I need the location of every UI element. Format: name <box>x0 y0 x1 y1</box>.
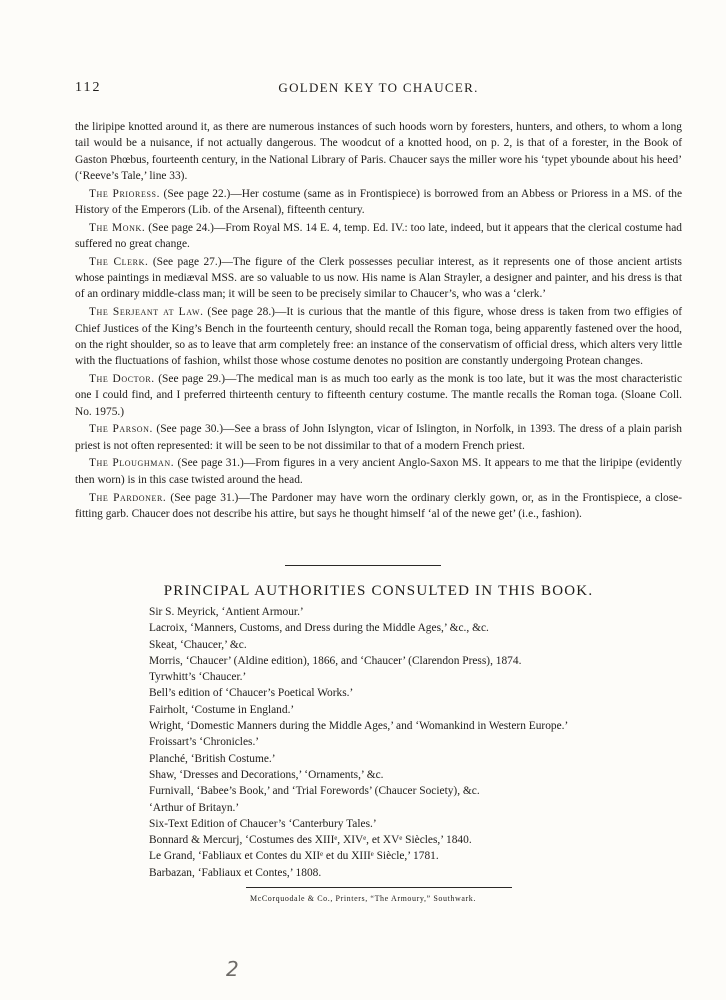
list-item: Tyrwhitt’s ‘Chaucer.’ <box>149 671 247 684</box>
paragraph-ploughman <box>75 455 682 488</box>
paragraph-text: (See page 24.)—From Royal MS. 14 E. 4, temp. Ed. IV.: too late, indeed, but it appears that the clerical costume had suffered no great change. <box>75 221 682 251</box>
list-item: Skeat, ‘Chaucer,’ &c. <box>149 638 247 651</box>
list-item: Barbazan, ‘Fabliaux et Contes,’ 1808. <box>149 866 322 879</box>
paragraph-pardoner <box>75 490 682 523</box>
paragraph-label: The Serjeant at Law. <box>89 306 204 319</box>
list-item: Wright, ‘Domestic Manners during the Middle Ages,’ and ‘Womankind in Western Europe.’ <box>149 720 569 733</box>
handwritten-mark: 2 <box>226 957 239 981</box>
paragraph-serjeant <box>75 304 682 369</box>
list-item: ‘Arthur of Britayn.’ <box>149 801 240 814</box>
section-divider <box>285 565 441 566</box>
list-item: Sir S. Meyrick, ‘Antient Armour.’ <box>149 606 304 618</box>
page-header <box>75 80 682 100</box>
list-item: Froissart’s ‘Chronicles.’ <box>149 736 260 749</box>
paragraph-monk <box>75 220 682 253</box>
authorities-heading: PRINCIPAL AUTHORITIES CONSULTED IN THIS BOOK. <box>163 583 594 599</box>
page-number: 112 <box>75 80 102 95</box>
list-item: Le Grand, ‘Fabliaux et Contes du XIIᵉ et du XIIIᵉ Siècle,’ 1781. <box>149 850 439 863</box>
paragraph-text: (See page 28.)—It is curious that the mantle of this figure, whose dress is taken from two effigies of Chief Justices of the King’s Bench in the fourteenth century, should recall the Roman toga, being apparently fastened over the hood, on the right shoulder, so as to leave that arm completely free: an instance of the conservatism of official dress, which alters very little with the fluctuations of fashion, whilst those whose costume denotes no position are constantly undergoing Protean changes. <box>75 306 682 368</box>
paragraph-text: (See page 22.)—Her costume (same as in Frontispiece) is borrowed from an Abbess or Prioress in a MS. of the History of the Emperors (Lib. of the Arsenal), fifteenth century. <box>75 187 683 216</box>
list-item: Lacroix, ‘Manners, Customs, and Dress during the Middle Ages,’ &c., &c. <box>149 622 489 635</box>
paragraph-text: (See page 31.)—From figures in a very ancient Anglo-Saxon MS. It appears to me that the liripipe (evidently then worn) is in this case twisted around the head. <box>75 457 683 486</box>
list-item: Bonnard & Mercurj, ‘Costumes des XIIIᵉ, XIVᵉ, et XVᵉ Siècles,’ 1840. <box>149 834 472 847</box>
list-item: Six-Text Edition of Chaucer’s ‘Canterbury Tales.’ <box>149 817 377 830</box>
paragraph-text: (See page 27.)—The figure of the Clerk possesses peculiar interest, as it represents one of those ancient artists whose paintings in mediæval MSS. are so valuable to us now. His name is Alan Strayler, a designer and painter, and his dress is that of an ordinary middle-class man; it will be seen to be precisely similar to Chaucer’s, who was a ‘clerk.’ <box>75 255 682 301</box>
list-item: Planché, ‘British Costume.’ <box>149 752 276 765</box>
authorities-list <box>149 604 689 881</box>
paragraph-doctor <box>75 371 682 420</box>
list-item: Bell’s edition of ‘Chaucer’s Poetical Works.’ <box>149 687 354 700</box>
costume-notes <box>75 119 682 522</box>
footer-divider <box>246 887 512 888</box>
paragraph-parson <box>75 421 682 454</box>
paragraph-label: The Monk. <box>89 221 146 234</box>
paragraph-text: (See page 31.)—The Pardoner may have worn the ordinary clerkly gown, or, as in the Frontispiece, a close-fitting garb. Chaucer does not describe his attire, but says he thought himself ‘al of the newe get’ (i.e., fashion). <box>75 491 682 520</box>
paragraph-label: The Parson. <box>89 423 153 436</box>
paragraph-text: the liripipe knotted around it, as there are numerous instances of such hoods worn by foresters, hunters, and others, to whom a long tail would be a nuisance, if not actually dangerous. The woodcut of a knotted hood, on p. 2, is that of a forester, in the Book of Gaston Phœbus, fourteenth century, in the National Library of Paris. Chaucer says the miller wore his ‘typet ybounde about his heed’ (‘Reeve’s Tale,’ line 33). <box>75 121 682 182</box>
list-item: Shaw, ‘Dresses and Decorations,’ ‘Ornaments,’ &c. <box>149 768 384 781</box>
list-item: Furnivall, ‘Babee’s Book,’ and ‘Trial Forewords’ (Chaucer Society), &c. <box>149 785 480 798</box>
printer-imprint: McCorquodale & Co., Printers, “The Armoury,” Southwark. <box>249 894 476 903</box>
paragraph-text: (See page 30.)—See a brass of John Islyngton, vicar of Islington, in Norfolk, in 1393. The dress of a plain parish priest is not often represented: it will be seen to be not dissimilar to that of a modern French priest. <box>75 423 682 452</box>
paragraph-label: The Doctor. <box>89 372 155 385</box>
list-item: Morris, ‘Chaucer’ (Aldine edition), 1866, and ‘Chaucer’ (Clarendon Press), 1874. <box>149 654 522 667</box>
paragraph-text: (See page 29.)—The medical man is as much too early as the monk is too late, but it was the most characteristic one I could find, and I preferred thirteenth century to fifteenth century costume. The mantle recalls the Roman toga. (Sloane Coll. No. 1975.) <box>75 372 682 418</box>
running-title: GOLDEN KEY TO CHAUCER. <box>278 80 479 95</box>
paragraph-clerk <box>75 254 682 303</box>
paragraph-label: The Prioress. <box>89 187 161 200</box>
paragraph-liripipe <box>75 119 682 184</box>
paragraph-label: The Ploughman. <box>89 457 175 470</box>
paragraph-prioress <box>75 186 682 219</box>
paragraph-label: The Pardoner. <box>89 491 167 504</box>
paragraph-label: The Clerk. <box>89 255 149 268</box>
list-item: Fairholt, ‘Costume in England.’ <box>149 703 295 716</box>
